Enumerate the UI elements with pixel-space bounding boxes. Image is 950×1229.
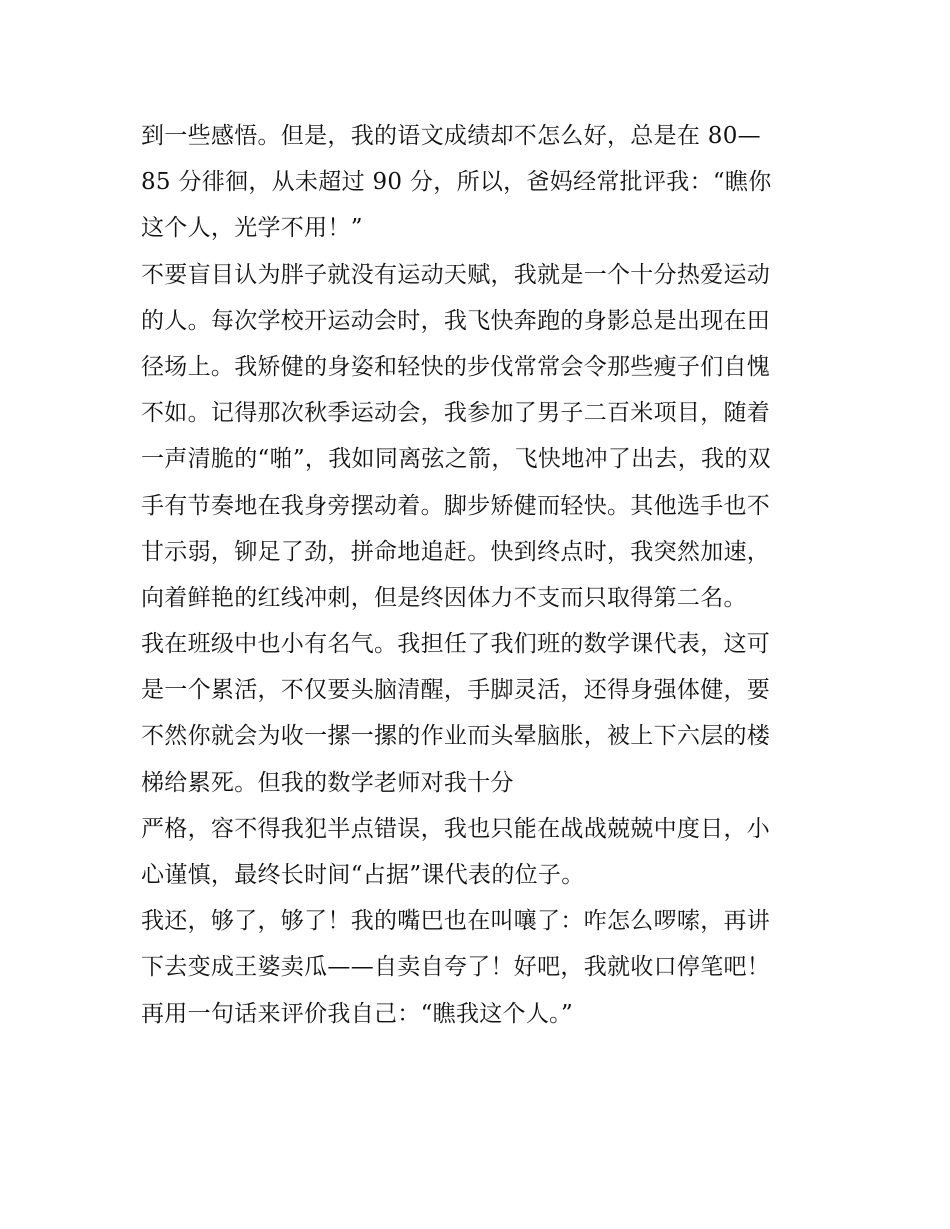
text-line: 我在班级中也小有名气。我担任了我们班的数学课代表，这可 [141,631,771,658]
text-line: 下去变成王婆卖瓜——自卖自夸了！好吧，我就收口停笔吧！ [141,954,771,981]
text-line: 心谨慎，最终长时间“占据”课代表的位子。 [141,862,585,888]
text-line: 甘示弱，铆足了劲，拼命地追赶。快到终点时，我突然加速， [141,538,771,565]
text-line: 的人。每次学校开运动会时，我飞快奔跑的身影总是出现在田 [141,307,771,334]
text-line: 不要盲目认为胖子就没有运动天赋，我就是一个十分热爱运动 [141,261,771,288]
text-line: 严格，容不得我犯半点错误，我也只能在战战兢兢中度日，小 [141,815,771,842]
text-line: 85 分徘徊，从未超过 90 分，所以，爸妈经常批评我：“瞧你 [141,169,772,196]
text-line: 不如。记得那次秋季运动会，我参加了男子二百米项目，随着 [141,400,771,427]
text-line: 不然你就会为收一摞一摞的作业而头晕脑胀，被上下六层的楼 [141,723,771,750]
text-line: 径场上。我矫健的身姿和轻快的步伐常常会令那些瘦子们自愧 [141,353,771,380]
text-line: 一声清脆的“啪”，我如同离弦之箭，飞快地冲了出去，我的双 [141,446,771,473]
text-line: 手有节奏地在我身旁摆动着。脚步矫健而轻快。其他选手也不 [141,492,771,519]
text-line: 到一些感悟。但是，我的语文成绩却不怎么好，总是在 80— [141,123,761,149]
text-line: 是一个累活，不仅要头脑清醒，手脚灵活，还得身强体健，要 [141,677,771,704]
text-line: 向着鲜艳的红线冲刺，但是终因体力不支而只取得第二名。 [141,584,747,611]
text-line: 再用一句话来评价我自己：“瞧我这个人。” [141,1000,574,1027]
text-line: 这个人，光学不用！” [141,215,363,242]
text-line: 梯给累死。但我的数学老师对我十分 [141,769,514,796]
text-body [141,113,821,1037]
text-line: 我还，够了，够了！我的嘴巴也在叫嚷了：咋怎么啰嗦，再讲 [141,908,771,935]
